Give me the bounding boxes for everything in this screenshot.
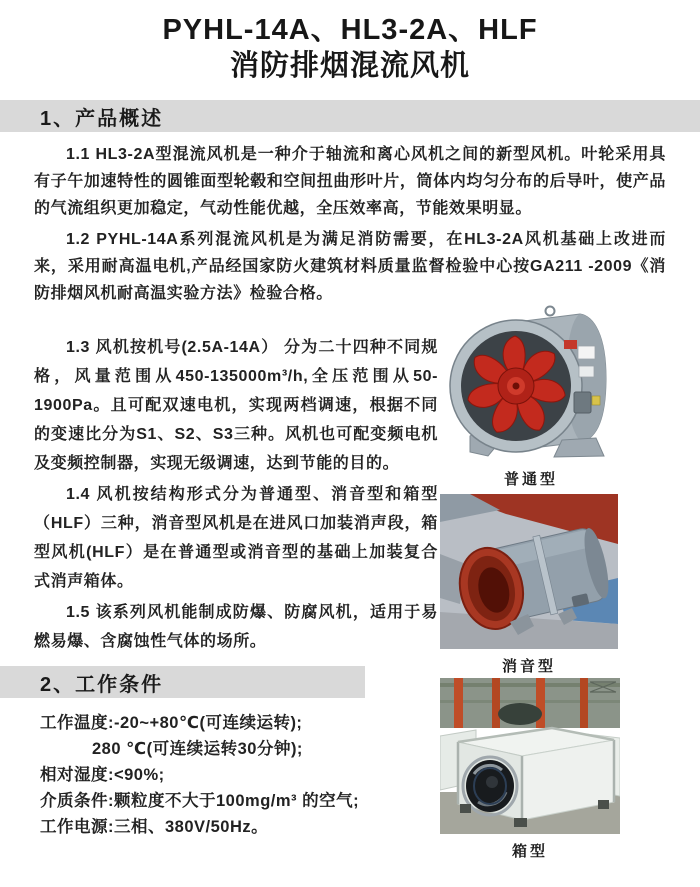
condition-humidity: 相对湿度:<90%; [40,766,165,784]
factory-column [454,678,463,728]
figure-silencer-fan [440,494,618,676]
paragraph-1-5: 1.5 该系列风机能制成防爆、防腐风机，适用于易燃易爆、含腐蚀性气体的场所。 [34,604,438,650]
condition-temperature-2: 280 ℃(可连续运转30分钟); [92,740,303,758]
box-fan-photo [440,678,620,834]
ordinary-fan-photo [446,300,616,462]
brand-sticker [564,340,577,349]
spec-sticker [578,346,595,359]
condition-medium: 介质条件:颗粒度不大于100mg/m³ 的空气; [40,792,360,810]
figure-caption-box: 箱型 [511,843,548,860]
warning-label [592,396,600,405]
title-line-1: PYHL-14A、HL3-2A、HLF [162,14,538,46]
silencer-fan-photo [440,494,618,649]
paragraph-1-3: 1.3 风机按机号(2.5A-14A） 分为二十四种不同规格，风量范围从450-135000m³/h,全压范围从50-1900Pa。且可配双速电机，实现两档调速，根据不同的变速比分为S1、S2、S3三种。风机也可配变频电机及变频控制器，实现无级调速，达到节能的目的。 [34,339,438,472]
figure-caption-ordinary: 普通型 [503,471,558,488]
condition-temperature: 工作温度:-20~+80℃(可连续运转); [40,714,303,732]
paragraph-1-2: 1.2 PYHL-14A系列混流风机是为满足消防需要，在HL3-2A风机基础上改进而来，采用耐高温电机,产品经国家防火建筑材料质量监督检验中心按GA211 -2009《消防排烟风机耐高温实验方法》检验合格。 [34,231,666,302]
figure-box-fan [440,678,620,861]
paragraph-1-1: 1.1 HL3-2A型混流风机是一种介于轴流和离心风机之间的新型风机。叶轮采用具有子午加速特性的圆锥面型轮毂和空间扭曲形叶片，筒体内均匀分布的后导叶，使产品的气流组织更加稳定，气动性能优越，全压效率高，节能效果明显。 [34,146,666,217]
document-title [0,0,700,84]
section2-heading-bar [0,666,365,698]
figure-caption-silencer: 消音型 [501,658,556,675]
figure-ordinary-fan [446,300,616,489]
title-line-2: 消防排烟混流风机 [229,50,470,82]
lifting-hook [546,307,555,316]
section1-heading-bar [0,100,700,132]
condition-power: 工作电源:三相、380V/50Hz。 [40,818,269,836]
section2-heading: 2、工作条件 [40,673,164,696]
junction-box [574,392,591,413]
section1-heading: 1、产品概述 [40,107,164,130]
paragraph-1-4: 1.4 风机按结构形式分为普通型、消音型和箱型（HLF）三种，消音型风机是在进风口加装消声段，箱型风机(HLF）是在普通型或消音型的基础上加装复合式消声箱体。 [34,486,438,590]
